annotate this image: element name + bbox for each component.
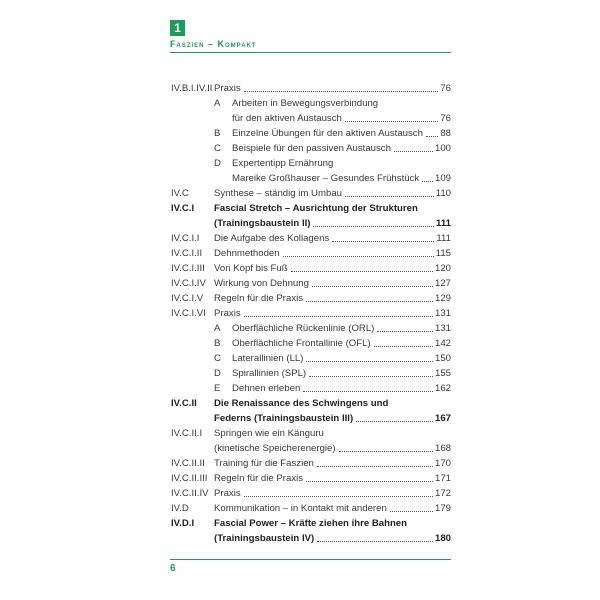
toc-entry-number: IV.B.I.IV.II bbox=[171, 83, 213, 94]
toc-entry[interactable] bbox=[171, 306, 451, 321]
toc-entry-number: IV.D bbox=[171, 503, 189, 514]
toc-entry-page: 110 bbox=[435, 188, 451, 199]
toc-leader-dots bbox=[374, 336, 433, 347]
toc-entry-letter: C bbox=[214, 353, 221, 364]
toc-entry-title: Arbeiten in Bewegungsverbindung bbox=[232, 98, 379, 109]
toc-entry-letter: A bbox=[214, 323, 221, 334]
toc-entry[interactable] bbox=[171, 216, 451, 231]
toc-entry-number: IV.D.I bbox=[171, 518, 195, 529]
toc-entry-number: IV.C.I.I bbox=[171, 233, 200, 244]
toc-entry-page: 129 bbox=[434, 293, 451, 304]
toc-entry-page: 76 bbox=[440, 83, 451, 94]
toc-leader-dots bbox=[309, 366, 433, 377]
toc-leader-dots bbox=[244, 81, 439, 92]
page-number: 6 bbox=[170, 563, 176, 574]
toc-entry-title: Expertentipp Ernährung bbox=[232, 158, 334, 169]
toc-entry-page: 120 bbox=[434, 263, 451, 274]
toc-leader-dots bbox=[312, 276, 433, 287]
toc-entry-title: Oberflächliche Rückenlinie (ORL) bbox=[232, 323, 375, 334]
toc-entry-number: IV.C.II bbox=[171, 398, 197, 409]
toc-leader-dots bbox=[291, 261, 433, 272]
toc-entry[interactable] bbox=[171, 336, 451, 351]
toc-leader-dots bbox=[317, 456, 433, 467]
toc-entry-title: Federns (Trainingsbaustein III) bbox=[214, 413, 354, 424]
toc-leader-dots bbox=[426, 126, 438, 137]
toc-leader-dots bbox=[244, 486, 433, 497]
toc-leader-dots bbox=[422, 171, 433, 182]
toc-entry-number: IV.C bbox=[171, 188, 189, 199]
toc-entry[interactable] bbox=[171, 201, 451, 216]
toc-entry-letter: B bbox=[214, 338, 221, 349]
toc-entry-page: 111 bbox=[436, 233, 451, 244]
toc-entry-letter: A bbox=[214, 98, 221, 109]
toc-leader-dots bbox=[345, 111, 438, 122]
toc-leader-dots bbox=[306, 291, 433, 302]
toc-entry-title: Oberflächliche Frontallinie (OFL) bbox=[232, 338, 371, 349]
toc-entry-page: 172 bbox=[434, 488, 451, 499]
toc-entry-title: Praxis bbox=[214, 308, 241, 319]
toc-entry-number: IV.C.II.II bbox=[171, 458, 205, 469]
toc-entry-title: Die Renaissance des Schwingens und bbox=[214, 398, 389, 409]
toc-entry[interactable] bbox=[171, 276, 451, 291]
toc-leader-dots bbox=[394, 141, 433, 152]
toc-entry-title: Fascial Power – Kräfte ziehen ihre Bahnen bbox=[214, 518, 408, 529]
toc-entry-title: Mareike Großhauser – Gesundes Frühstück bbox=[232, 173, 420, 184]
toc-entry-number: IV.C.I.VI bbox=[171, 308, 206, 319]
toc-entry-number: IV.C.II.III bbox=[171, 473, 208, 484]
toc-entry-number: IV.C.II.I bbox=[171, 428, 203, 439]
toc-leader-dots bbox=[339, 441, 433, 452]
toc-entry-page: 127 bbox=[434, 278, 451, 289]
toc-entry-title: Fascial Stretch – Ausrichtung der Strukturen bbox=[214, 203, 418, 214]
toc-entry[interactable] bbox=[171, 516, 451, 531]
toc-entry-page: 180 bbox=[434, 533, 451, 544]
chapter-number-badge: 1 bbox=[170, 20, 185, 36]
toc-entry[interactable] bbox=[171, 246, 451, 261]
toc-entry[interactable] bbox=[171, 186, 451, 201]
header-divider bbox=[170, 52, 451, 53]
toc-entry-letter: E bbox=[214, 383, 221, 394]
toc-entry-page: 142 bbox=[434, 338, 451, 349]
table-of-contents bbox=[171, 81, 451, 546]
toc-entry[interactable] bbox=[171, 396, 451, 411]
toc-entry[interactable] bbox=[171, 411, 451, 426]
toc-entry-number: IV.C.I bbox=[171, 203, 195, 214]
toc-entry[interactable] bbox=[171, 471, 451, 486]
toc-entry-title: Regeln für die Praxis bbox=[214, 293, 304, 304]
toc-entry-page: 179 bbox=[434, 503, 451, 514]
toc-entry-page: 131 bbox=[434, 308, 451, 319]
toc-entry-title: Spirallinien (SPL) bbox=[232, 368, 307, 379]
toc-entry[interactable] bbox=[171, 381, 451, 396]
toc-entry-page: 109 bbox=[434, 173, 451, 184]
toc-entry[interactable] bbox=[171, 426, 451, 441]
toc-entry[interactable] bbox=[171, 441, 451, 456]
toc-entry[interactable] bbox=[171, 261, 451, 276]
toc-entry-page: 88 bbox=[440, 128, 451, 139]
toc-entry-title: Praxis bbox=[214, 488, 241, 499]
toc-entry-page: 150 bbox=[434, 353, 451, 364]
toc-entry-title: Springen wie ein Känguru bbox=[214, 428, 324, 439]
toc-entry[interactable] bbox=[171, 321, 451, 336]
toc-entry-page: 111 bbox=[436, 218, 451, 229]
toc-entry-number: IV.C.II.IV bbox=[171, 488, 209, 499]
toc-leader-dots bbox=[356, 411, 433, 422]
toc-entry-page: 115 bbox=[435, 248, 451, 259]
toc-entry-title: Wirkung von Dehnung bbox=[214, 278, 309, 289]
toc-entry[interactable] bbox=[171, 501, 451, 516]
footer-divider bbox=[170, 559, 451, 560]
toc-leader-dots bbox=[244, 306, 433, 317]
toc-entry-letter: D bbox=[214, 368, 221, 379]
toc-entry-title: Training für die Faszien bbox=[214, 458, 314, 469]
toc-entry[interactable] bbox=[171, 486, 451, 501]
toc-entry-title: (Trainingsbaustein II) bbox=[214, 218, 311, 229]
toc-entry-title: für den aktiven Austausch bbox=[232, 113, 342, 124]
chapter-title: Faszien – Kompakt bbox=[170, 39, 257, 49]
toc-entry-page: 100 bbox=[434, 143, 451, 154]
toc-entry[interactable] bbox=[171, 126, 451, 141]
toc-leader-dots bbox=[377, 321, 433, 332]
toc-entry-number: IV.C.I.V bbox=[171, 293, 204, 304]
toc-leader-dots bbox=[306, 351, 433, 362]
toc-leader-dots bbox=[283, 246, 434, 257]
toc-entry-number: IV.C.I.III bbox=[171, 263, 205, 274]
toc-entry-page: 168 bbox=[434, 443, 451, 454]
toc-entry-title: (kinetische Speicherenergie) bbox=[214, 443, 336, 454]
toc-entry-page: 170 bbox=[434, 458, 451, 469]
toc-leader-dots bbox=[332, 231, 434, 242]
toc-entry-number: IV.C.I.II bbox=[171, 248, 203, 259]
toc-entry-title: Von Kopf bis Fuß bbox=[214, 263, 288, 274]
toc-entry-letter: D bbox=[214, 158, 221, 169]
toc-entry-number: IV.C.I.IV bbox=[171, 278, 206, 289]
toc-entry[interactable] bbox=[171, 351, 451, 366]
toc-entry[interactable] bbox=[171, 291, 451, 306]
toc-leader-dots bbox=[345, 186, 434, 197]
toc-entry-page: 171 bbox=[434, 473, 451, 484]
toc-entry-letter: B bbox=[214, 128, 221, 139]
toc-entry[interactable] bbox=[171, 141, 451, 156]
toc-entry-title: Beispiele für den passiven Austausch bbox=[232, 143, 391, 154]
toc-entry-letter: C bbox=[214, 143, 221, 154]
toc-entry-title: (Trainingsbaustein IV) bbox=[214, 533, 315, 544]
toc-entry[interactable] bbox=[171, 171, 451, 186]
toc-leader-dots bbox=[303, 381, 433, 392]
toc-entry-page: 155 bbox=[434, 368, 451, 379]
toc-leader-dots bbox=[390, 501, 433, 512]
toc-entry[interactable] bbox=[171, 96, 451, 111]
toc-leader-dots bbox=[313, 216, 434, 227]
toc-entry-page: 162 bbox=[434, 383, 451, 394]
toc-entry[interactable] bbox=[171, 366, 451, 381]
toc-leader-dots bbox=[317, 531, 433, 542]
toc-entry-title: Synthese – ständig im Umbau bbox=[214, 188, 342, 199]
toc-leader-dots bbox=[306, 471, 433, 482]
toc-entry[interactable] bbox=[171, 231, 451, 246]
toc-entry-title: Regeln für die Praxis bbox=[214, 473, 304, 484]
toc-entry-title: Dehnmethoden bbox=[214, 248, 280, 259]
toc-entry-title: Praxis bbox=[214, 83, 241, 94]
toc-entry[interactable] bbox=[171, 156, 451, 171]
toc-entry-page: 131 bbox=[434, 323, 451, 334]
toc-entry[interactable] bbox=[171, 531, 451, 546]
toc-entry[interactable] bbox=[171, 81, 451, 96]
toc-entry[interactable] bbox=[171, 456, 451, 471]
toc-entry-title: Einzelne Übungen für den aktiven Austausch bbox=[232, 128, 423, 139]
toc-entry-title: Die Aufgabe des Kollagens bbox=[214, 233, 330, 244]
toc-entry-title: Kommunikation – in Kontakt mit anderen bbox=[214, 503, 387, 514]
toc-entry-page: 76 bbox=[440, 113, 451, 124]
toc-entry[interactable] bbox=[171, 111, 451, 126]
toc-entry-title: Laterallinien (LL) bbox=[232, 353, 304, 364]
toc-entry-page: 167 bbox=[434, 413, 451, 424]
toc-entry-title: Dehnen erleben bbox=[232, 383, 301, 394]
